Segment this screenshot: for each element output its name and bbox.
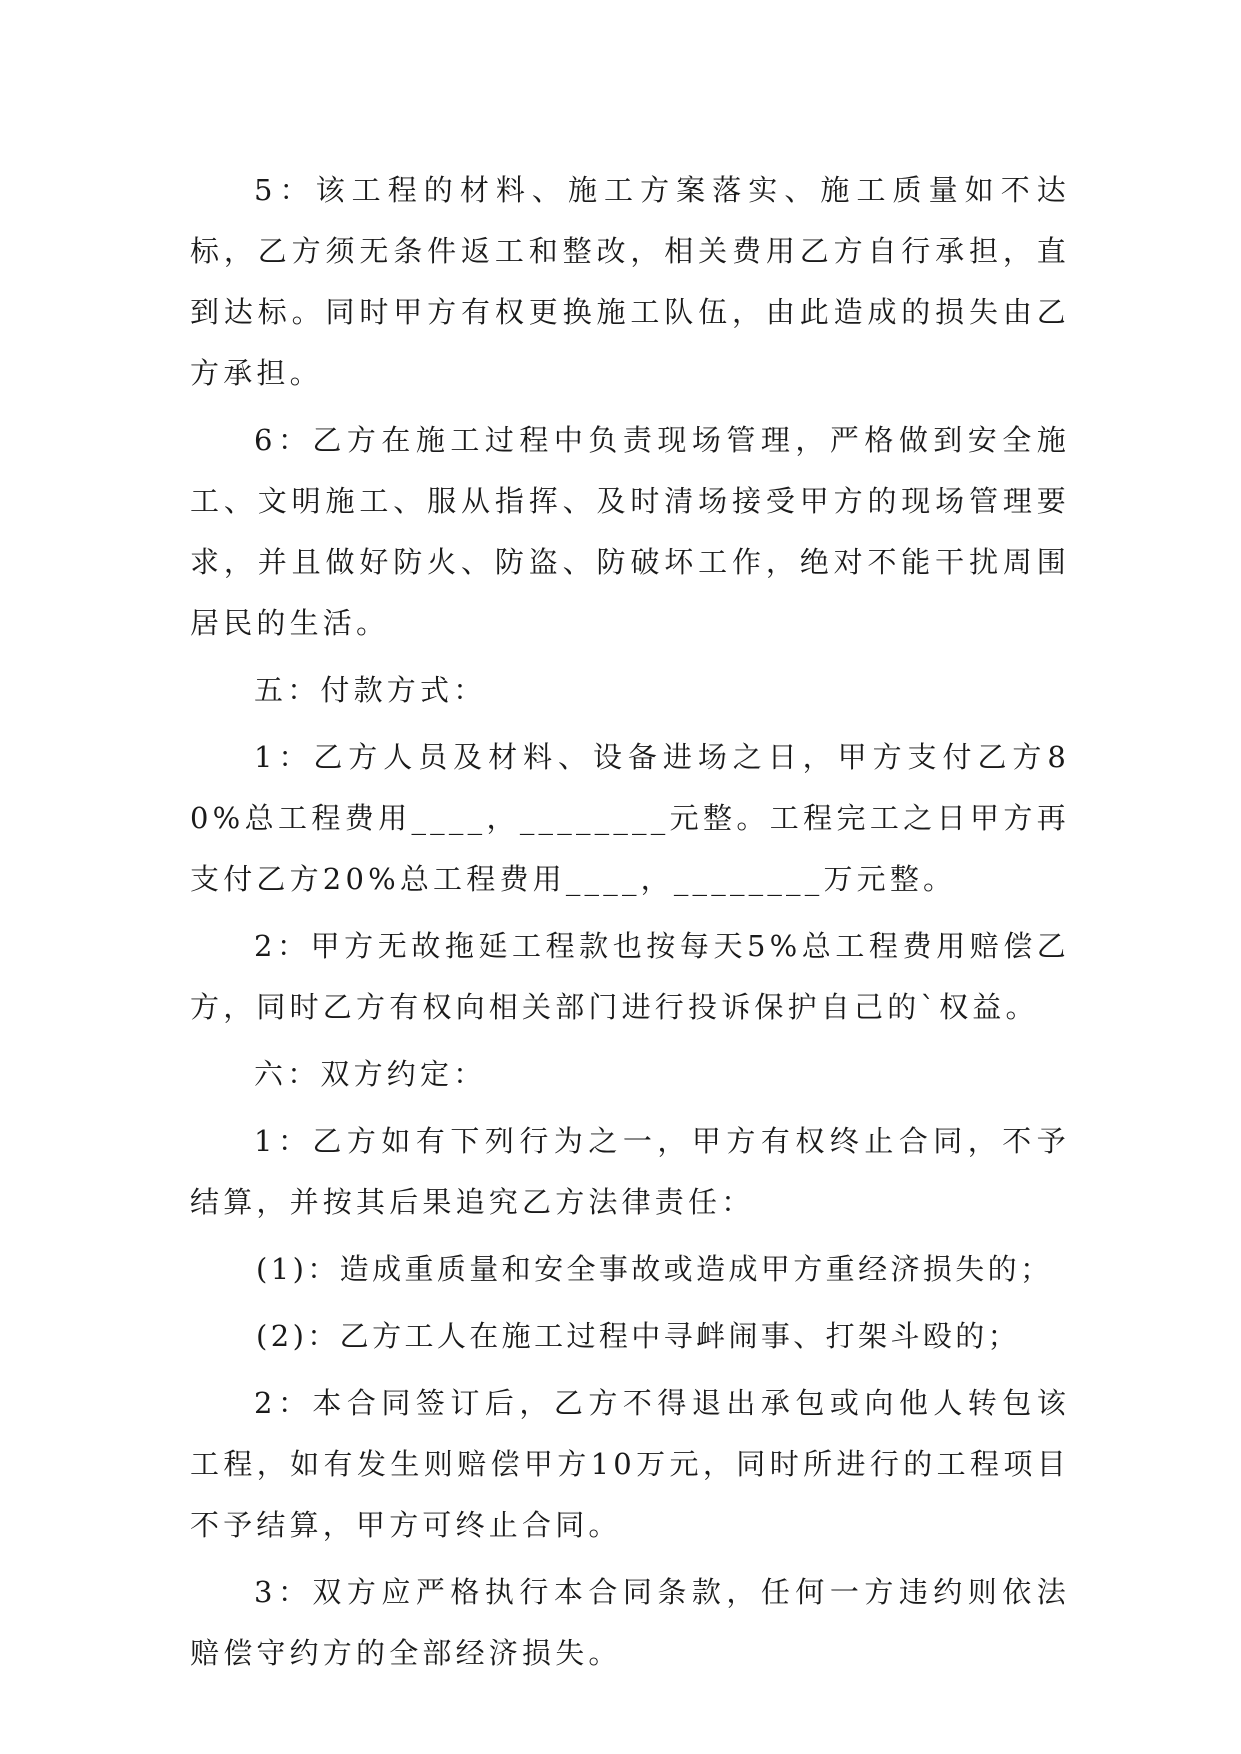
section-6-heading: 六：双方约定： — [254, 1057, 487, 1091]
agreement-clause-3: 3：双方应严格执行本合同条款，任何一方违约则依法赔偿守约方的全部经济损失。 — [190, 1575, 1070, 1670]
clause-5-quality: 5：该工程的材料、施工方案落实、施工质量如不达标，乙方须无条件返工和整改，相关费用乙方自行承担，直到达标。同时甲方有权更换施工队伍，由此造成的损失由乙方承担。 — [190, 173, 1070, 390]
agreement-clause-2: 2：本合同签订后，乙方不得退出承包或向他人转包该工程，如有发生则赔偿甲方10万元，同时所进行的工程项目不予结算，甲方可终止合同。 — [190, 1386, 1070, 1542]
section-5-heading: 五：付款方式： — [254, 673, 487, 707]
clause-6-site-management: 6：乙方在施工过程中负责现场管理，严格做到安全施工、文明施工、服从指挥、及时清场接受甲方的现场管理要求，并且做好防火、防盗、防破坏工作，绝对不能干扰周围居民的生活。 — [190, 423, 1070, 640]
agreement-subitem-2: (2)：乙方工人在施工过程中寻衅闹事、打架斗殴的； — [256, 1319, 1021, 1353]
agreement-clause-1: 1：乙方如有下列行为之一，甲方有权终止合同，不予结算，并按其后果追究乙方法律责任： — [190, 1124, 1070, 1219]
payment-clause-1: 1：乙方人员及材料、设备进场之日，甲方支付乙方80%总工程费用____，________元整。工程完工之日甲方再支付乙方20%总工程费用____，________万元整。 — [190, 740, 1070, 896]
agreement-subitem-1: (1)：造成重质量和安全事故或造成甲方重经济损失的； — [256, 1252, 1053, 1286]
document-page — [190, 160, 1070, 1690]
payment-clause-2: 2：甲方无故拖延工程款也按每天5%总工程费用赔偿乙方，同时乙方有权向相关部门进行投诉保护自己的`权益。 — [190, 929, 1070, 1024]
